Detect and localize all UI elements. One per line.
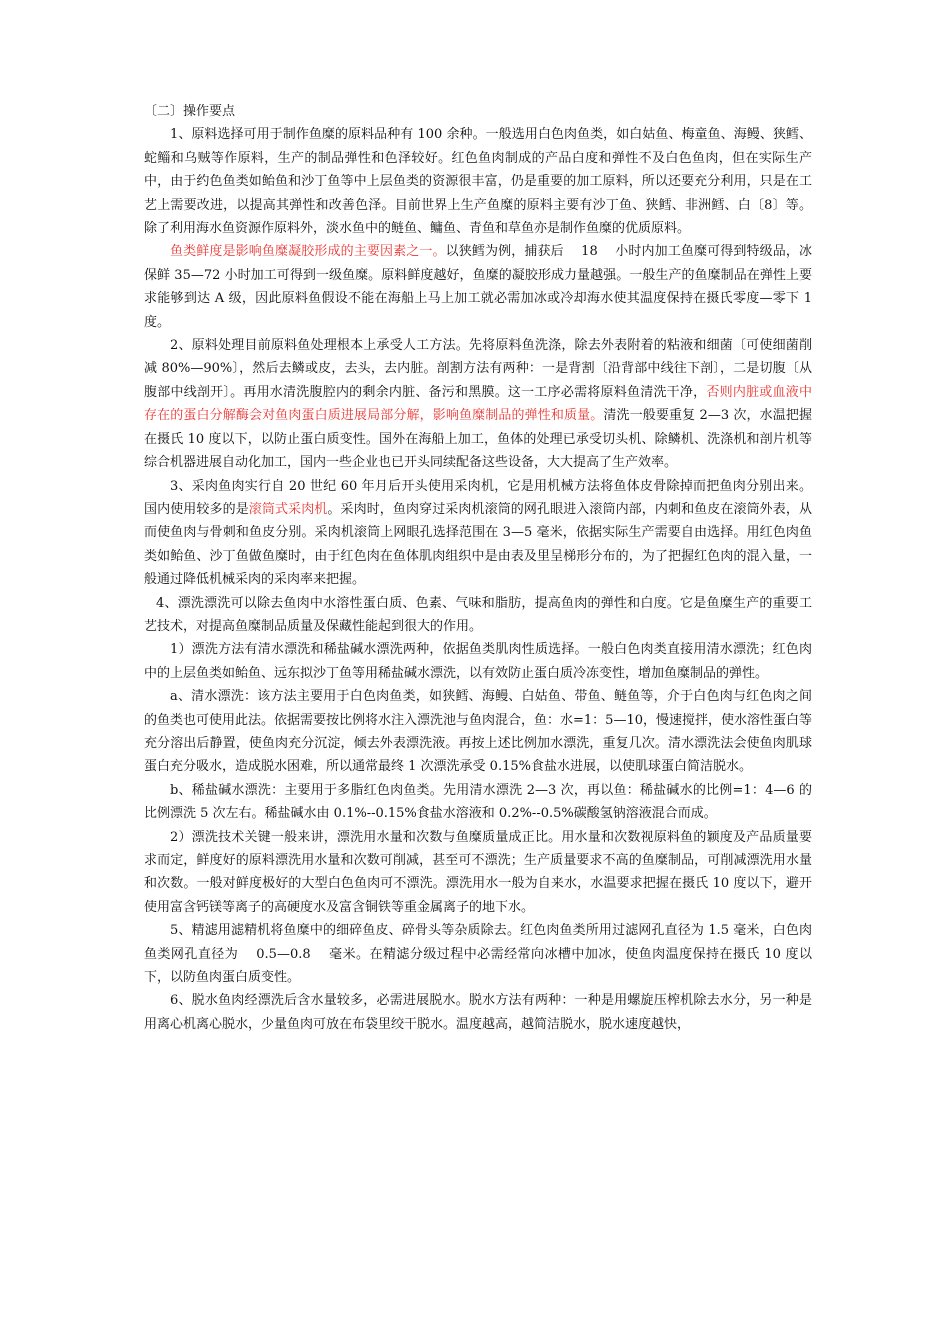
extraction-text-b: 。采肉时，鱼肉穿过采肉机滚筒的网孔眼进入滚筒内部，内刺和鱼皮在滚筒外表，从而使鱼肉与骨刺和鱼皮分别。采肉机滚筒上网眼孔选择范围在 3—5 毫米，依据实际生产需要自由选择。用红色肉鱼类如鲐鱼、沙丁鱼做鱼糜时，由于红色肉在鱼体肌肉组织中是由表及里呈梯形分布的，为了把握红色肉的混入量，一般通过降低机械采肉的采肉率来把握。	[144, 501, 812, 588]
paragraph-fine-filtering: 5、精滤用滤精机将鱼糜中的细碎鱼皮、碎骨头等杂质除去。红色肉鱼类所用过滤网孔直径为 1.5 毫米，白色肉鱼类网孔直径为 0.5—0.8 毫米。在精滤分级过程中必需经常向冰槽中加冰，使鱼肉温度保持在摄氏 10 度以下，以防鱼肉蛋白质变性。	[144, 923, 812, 986]
section-title: 〔二〕操作要点	[144, 104, 236, 119]
paragraph-rinsing-methods: 1）漂洗方法有清水漂洗和稀盐碱水漂洗两种，依据鱼类肌肉性质选择。一般白色肉类直接用清水漂洗；红色肉中的上层鱼类如鲐鱼、远东拟沙丁鱼等用稀盐碱水漂洗，以有效防止蛋白质冷冻变性，增加鱼糜制品的弹性。	[144, 642, 812, 681]
paragraph-raw-material-processing	[144, 334, 812, 474]
highlight-enzyme: 否则内脏或血液中存在的蛋白分解酶会对鱼肉蛋白质进展局部分解，影响鱼糜制品的弹性和质量。	[144, 384, 812, 424]
extraction-text-a: 3、采肉鱼肉实行自 20 世纪 60 年月后开头使用采肉机，它是用机械方法将鱼体皮骨除掉而把鱼肉分别出来。国内使用较多的是	[144, 478, 812, 517]
paragraph-rinsing-key: 2）漂洗技术关键一般来讲，漂洗用水量和次数与鱼糜质量成正比。用水量和次数视原料鱼的颖度及产品质量要求而定，鲜度好的原料漂洗用水量和次数可削减，甚至可不漂洗；生产质量要求不高的鱼糜制品，可削减漂洗用水量和次数。一般对鲜度极好的大型白色鱼肉可不漂洗。漂洗用水一般为自来水，水温要求把握在摄氏 10 度以下，避开使用富含钙镁等离子的高硬度水及富含铜铁等重金属离子的地下水。	[144, 829, 812, 915]
paragraph-freshness	[144, 240, 812, 334]
highlight-freshness: 鱼类鲜度是影响鱼糜凝胶形成的主要因素之一。	[170, 244, 446, 260]
highlight-drum-extractor: 滚筒式采肉机	[248, 501, 328, 517]
paragraph-dehydration: 6、脱水鱼肉经漂洗后含水量较多，必需进展脱水。脱水方法有两种：一种是用螺旋压榨机除去水分，另一种是用离心机离心脱水，少量鱼肉可放在布袋里绞干脱水。温度越高，越简洁脱水，脱水速度越快，	[144, 993, 812, 1032]
document-body	[144, 100, 812, 1036]
paragraph-brine-rinsing: b、稀盐碱水漂洗：主要用于多脂红色肉鱼类。先用清水漂洗 2—3 次，再以鱼：稀盐碱水的比例=1：4—6 的比例漂洗 5 次左右。稀盐碱水由 0.1%--0.15%食盐水溶液和 0.2%--0.5%碳酸氢钠溶液混合而成。	[144, 782, 812, 822]
paragraph-raw-material-selection: 1、原料选择可用于制作鱼糜的原料品种有 100 余种。一般选用白色肉鱼类，如白姑鱼、梅童鱼、海鳗、狭鳕、蛇鲻和乌贼等作原料，生产的制品弹性和色泽较好。红色鱼肉制成的产品白度和弹性不及白色鱼肉，但在实际生产中，由于约色鱼类如鲐鱼和沙丁鱼等中上层鱼类的资源很丰富，仍是重要的加工原料，所以还要充分利用，只是在工艺上需要改进，以提高其弹性和改善色泽。目前世界上生产鱼糜的原料主要有沙丁鱼、狭鳕、非洲鳕、白〔8〕等。除了利用海水鱼资源作原料外，淡水鱼中的鲢鱼、鳙鱼、青鱼和草鱼亦是制作鱼糜的优质原料。	[144, 127, 812, 237]
paragraph-meat-extraction	[144, 475, 812, 592]
paragraph-water-rinsing: a、清水漂洗：该方法主要用于白色肉鱼类，如狭鳕、海鳗、白姑鱼、带鱼、鲢鱼等，介于白色肉与红色肉之间的鱼类也可使用此法。依据需要按比例将水注入漂洗池与鱼肉混合，鱼：水=1：5—10，慢速搅拌，使水溶性蛋白等充分溶出后静置，使鱼肉充分沉淀，倾去外表漂洗液。再按上述比例加水漂洗，重复几次。清水漂洗法会使鱼肉肌球蛋白充分吸水，造成脱水困难，所以通常最终 1 次漂洗承受 0.15%食盐水进展，以使肌球蛋白简洁脱水。	[144, 689, 812, 775]
freshness-text: 以狭鳕为例，捕获后 18 小时内加工鱼糜可得到特级品，冰保鲜 35—72 小时加工可得到一级鱼糜。原料鲜度越好，鱼糜的凝胶形成力量越强。一般生产的鱼糜制品在弹性上要求能够到达 A 级，因此原料鱼假设不能在海船上马上加工就必需加冰或冷却海水使其温度保持在摄氏零度—零下 1 度。	[144, 244, 812, 330]
processing-text-a: 2、原料处理目前原料鱼处理根本上承受人工方法。先将原料鱼洗涤，除去外表附着的粘液和细菌〔可使细菌削减 80%—90%〕，然后去鳞或皮，去头，去内脏。剖割方法有两种：一是背割〔沿背部中线往下剖〕，二是切腹〔从腹部中线剖开〕。再用水清洗腹腔内的剩余内脏、备污和黑膜。这一工序必需将原料鱼清洗干净，	[144, 338, 812, 400]
processing-text-b: 清洗一般要重复 2—3 次，水温把握在摄氏 10 度以下，以防止蛋白质变性。国外在海船上加工，鱼体的处理已承受切头机、除鳞机、洗涤机和剖片机等综合机器进展自动化加工，国内一些企业也已开头同续配备这些设备，大大提高了生产效率。	[144, 408, 812, 471]
paragraph-rinsing: 4、漂洗漂洗可以除去鱼肉中水溶性蛋白质、色素、气味和脂肪，提高鱼肉的弹性和白度。它是鱼糜生产的重要工艺技术，对提高鱼糜制品质量及保藏性能起到很大的作用。	[144, 595, 812, 634]
